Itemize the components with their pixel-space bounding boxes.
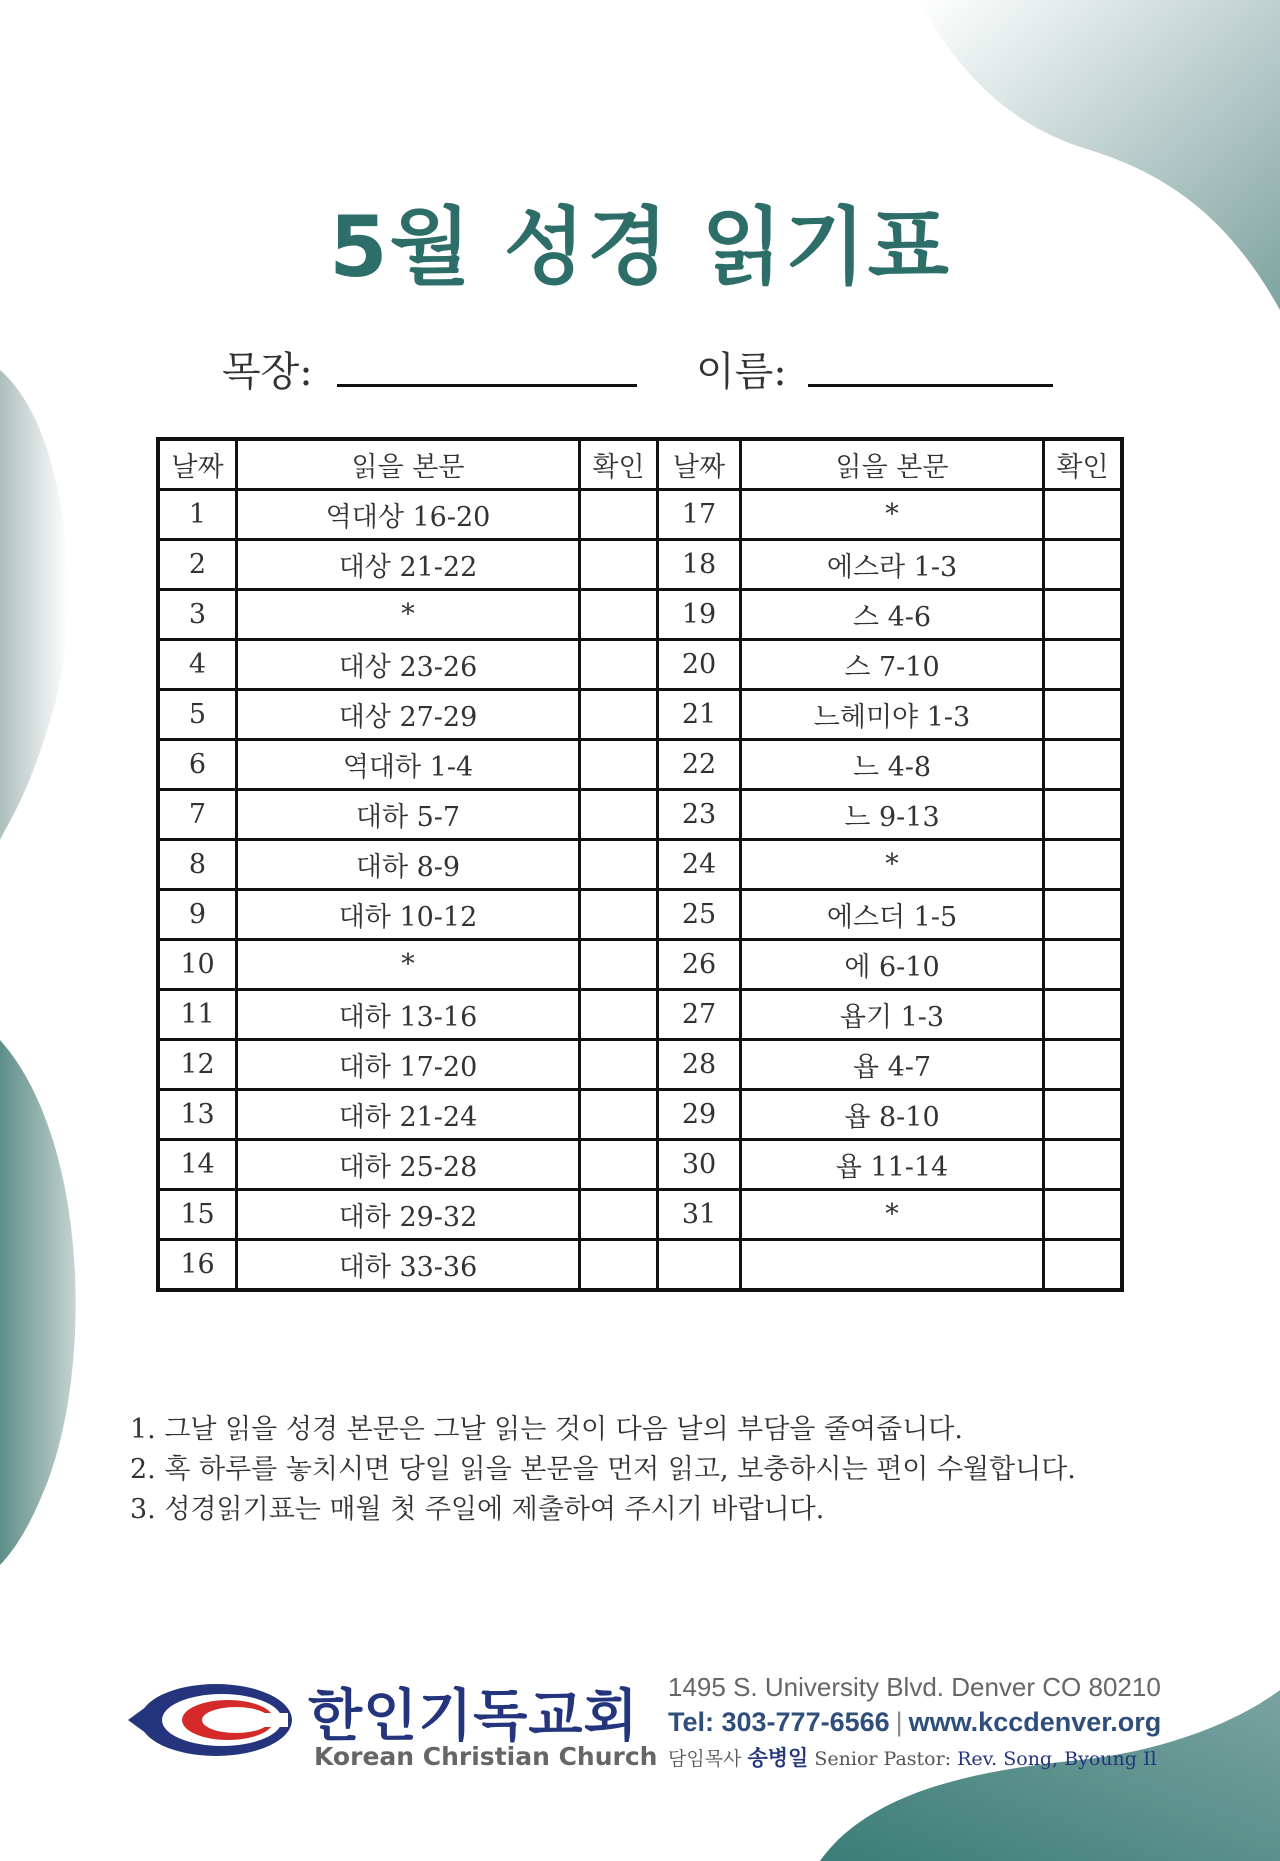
day-cell: 30 [658, 1140, 741, 1190]
check-cell[interactable] [1044, 890, 1123, 940]
table-row [158, 890, 1122, 940]
pastor-name-ko: 송병일 [747, 1746, 809, 1770]
table-row [158, 1140, 1122, 1190]
check-cell[interactable] [1044, 740, 1123, 790]
check-cell[interactable] [580, 540, 658, 590]
day-cell: 10 [158, 940, 237, 990]
passage-cell: 느헤미야 1-3 [741, 690, 1044, 740]
day-cell: 7 [158, 790, 237, 840]
header-date-2: 날짜 [658, 439, 741, 490]
day-cell: 25 [658, 890, 741, 940]
church-logo-icon [128, 1680, 293, 1760]
day-cell: 8 [158, 840, 237, 890]
header-passage: 읽을 본문 [237, 439, 580, 490]
left-lower-wave [0, 1040, 76, 1565]
phone: Tel: 303-777-6566 [668, 1707, 890, 1737]
passage-cell: 스 7-10 [741, 640, 1044, 690]
pastor-title-en: Senior Pastor: [814, 1748, 952, 1770]
day-cell: 9 [158, 890, 237, 940]
day-cell: 2 [158, 540, 237, 590]
table-row [158, 540, 1122, 590]
check-cell[interactable] [580, 1090, 658, 1140]
instruction-item: 1. 그날 읽을 성경 본문은 그날 읽는 것이 다음 날의 부담을 줄여줍니다. [130, 1414, 963, 1445]
address: 1495 S. University Blvd. Denver CO 80210 [668, 1672, 1161, 1702]
passage-cell: * [741, 490, 1044, 540]
passage-cell: 대하 33-36 [237, 1240, 580, 1291]
passage-cell: 욥 8-10 [741, 1090, 1044, 1140]
check-cell[interactable] [1044, 640, 1123, 690]
passage-cell: 에스라 1-3 [741, 540, 1044, 590]
day-cell: 16 [158, 1240, 237, 1291]
day-cell: 3 [158, 590, 237, 640]
passage-cell: 대하 25-28 [237, 1140, 580, 1190]
passage-cell: 역대상 16-20 [237, 490, 580, 540]
check-cell[interactable] [1044, 990, 1123, 1040]
check-cell[interactable] [1044, 940, 1123, 990]
day-cell: 5 [158, 690, 237, 740]
day-cell: 23 [658, 790, 741, 840]
header-check-2: 확인 [1044, 439, 1123, 490]
check-cell[interactable] [580, 590, 658, 640]
passage-cell: 대하 8-9 [237, 840, 580, 890]
check-cell[interactable] [1044, 790, 1123, 840]
check-cell[interactable] [580, 1240, 658, 1291]
pastor-line [668, 1742, 1161, 1772]
day-cell: 17 [658, 490, 741, 540]
day-cell: 29 [658, 1090, 741, 1140]
passage-cell: 느 9-13 [741, 790, 1044, 840]
day-cell: 13 [158, 1090, 237, 1140]
check-cell[interactable] [1044, 1040, 1123, 1090]
instruction-item: 2. 혹 하루를 놓치시면 당일 읽을 본문을 먼저 읽고, 보충하시는 편이 수월합니다. [130, 1454, 1076, 1485]
passage-cell: 역대하 1-4 [237, 740, 580, 790]
check-cell[interactable] [1044, 1090, 1123, 1140]
group-label: 목장: [222, 349, 313, 395]
passage-cell: 스 4-6 [741, 590, 1044, 640]
check-cell[interactable] [580, 1140, 658, 1190]
table-row [158, 640, 1122, 690]
passage-cell: 대상 27-29 [237, 690, 580, 740]
table-row [158, 590, 1122, 640]
passage-cell: * [237, 590, 580, 640]
instruction-item: 3. 성경읽기표는 매월 첫 주일에 제출하여 주시기 바랍니다. [130, 1494, 825, 1525]
passage-cell: 대상 21-22 [237, 540, 580, 590]
check-cell[interactable] [1044, 1190, 1123, 1240]
check-cell[interactable] [1044, 840, 1123, 890]
passage-cell: 대하 13-16 [237, 990, 580, 1040]
day-cell: 27 [658, 990, 741, 1040]
header-passage-2: 읽을 본문 [741, 439, 1044, 490]
table-row [158, 840, 1122, 890]
check-cell[interactable] [580, 640, 658, 690]
passage-cell: 대상 23-26 [237, 640, 580, 690]
day-cell: 4 [158, 640, 237, 690]
day-cell: 21 [658, 690, 741, 740]
passage-cell: 에스더 1-5 [741, 890, 1044, 940]
group-field [222, 340, 313, 397]
passage-cell: 대하 10-12 [237, 890, 580, 940]
passage-cell: * [741, 1190, 1044, 1240]
table-row [158, 490, 1122, 540]
day-cell: 14 [158, 1140, 237, 1190]
table-row [158, 740, 1122, 790]
passage-cell: 대하 17-20 [237, 1040, 580, 1090]
day-cell [658, 1240, 741, 1291]
day-cell: 24 [658, 840, 741, 890]
day-cell: 26 [658, 940, 741, 990]
contact-info [668, 1672, 1161, 1772]
table-row [158, 790, 1122, 840]
passage-cell: * [237, 940, 580, 990]
table-row [158, 1240, 1122, 1291]
check-cell[interactable] [580, 690, 658, 740]
day-cell: 28 [658, 1040, 741, 1090]
check-cell[interactable] [580, 790, 658, 840]
check-cell[interactable] [1044, 490, 1123, 540]
passage-cell: 대하 29-32 [237, 1190, 580, 1240]
church-name-korean: 한인기독교회 [308, 1684, 639, 1749]
church-name-english: Korean Christian Church [314, 1742, 658, 1771]
contact-line [668, 1707, 1161, 1738]
table-row [158, 690, 1122, 740]
passage-cell: 대하 21-24 [237, 1090, 580, 1140]
table-row [158, 940, 1122, 990]
day-cell: 12 [158, 1040, 237, 1090]
group-input-line[interactable] [337, 384, 637, 387]
reading-table [156, 437, 1124, 1292]
passage-cell: 욥 11-14 [741, 1140, 1044, 1190]
passage-cell: 느 4-8 [741, 740, 1044, 790]
footer [0, 1670, 1280, 1790]
check-cell[interactable] [580, 940, 658, 990]
day-cell: 31 [658, 1190, 741, 1240]
check-cell[interactable] [580, 1040, 658, 1090]
table-row [158, 990, 1122, 1040]
check-cell[interactable] [1044, 690, 1123, 740]
header-date: 날짜 [158, 439, 237, 490]
table-row [158, 1190, 1122, 1240]
day-cell: 1 [158, 490, 237, 540]
day-cell: 20 [658, 640, 741, 690]
name-label: 이름: [696, 349, 787, 395]
header-check: 확인 [580, 439, 658, 490]
check-cell[interactable] [1044, 1140, 1123, 1190]
check-cell[interactable] [1044, 1240, 1123, 1291]
day-cell: 19 [658, 590, 741, 640]
passage-cell [741, 1240, 1044, 1291]
reading-table-wrap [156, 437, 1124, 1292]
instructions [130, 1410, 1076, 1530]
check-cell[interactable] [580, 490, 658, 540]
table-row [158, 1090, 1122, 1140]
check-cell[interactable] [580, 1190, 658, 1240]
passage-cell: 에 6-10 [741, 940, 1044, 990]
table-header-row [158, 439, 1122, 490]
passage-cell: 욥기 1-3 [741, 990, 1044, 1040]
day-cell: 6 [158, 740, 237, 790]
name-input-line[interactable] [808, 384, 1053, 387]
website-link[interactable]: www.kccdenver.org [908, 1707, 1162, 1737]
page-title: 5월 성경 읽기표 [329, 198, 951, 296]
name-field [696, 340, 787, 397]
table-row [158, 1040, 1122, 1090]
check-cell[interactable] [580, 890, 658, 940]
pastor-name-en: Rev. Song, Byoung Il [957, 1748, 1157, 1770]
passage-cell: 욥 4-7 [741, 1040, 1044, 1090]
day-cell: 22 [658, 740, 741, 790]
day-cell: 18 [658, 540, 741, 590]
check-cell[interactable] [580, 990, 658, 1040]
passage-cell: 대하 5-7 [237, 790, 580, 840]
pastor-title-ko: 담임목사 [668, 1748, 742, 1770]
check-cell[interactable] [1044, 590, 1123, 640]
check-cell[interactable] [1044, 540, 1123, 590]
day-cell: 15 [158, 1190, 237, 1240]
check-cell[interactable] [580, 740, 658, 790]
passage-cell: * [741, 840, 1044, 890]
day-cell: 11 [158, 990, 237, 1040]
left-upper-wave [0, 370, 68, 840]
check-cell[interactable] [580, 840, 658, 890]
separator: | [895, 1707, 903, 1737]
